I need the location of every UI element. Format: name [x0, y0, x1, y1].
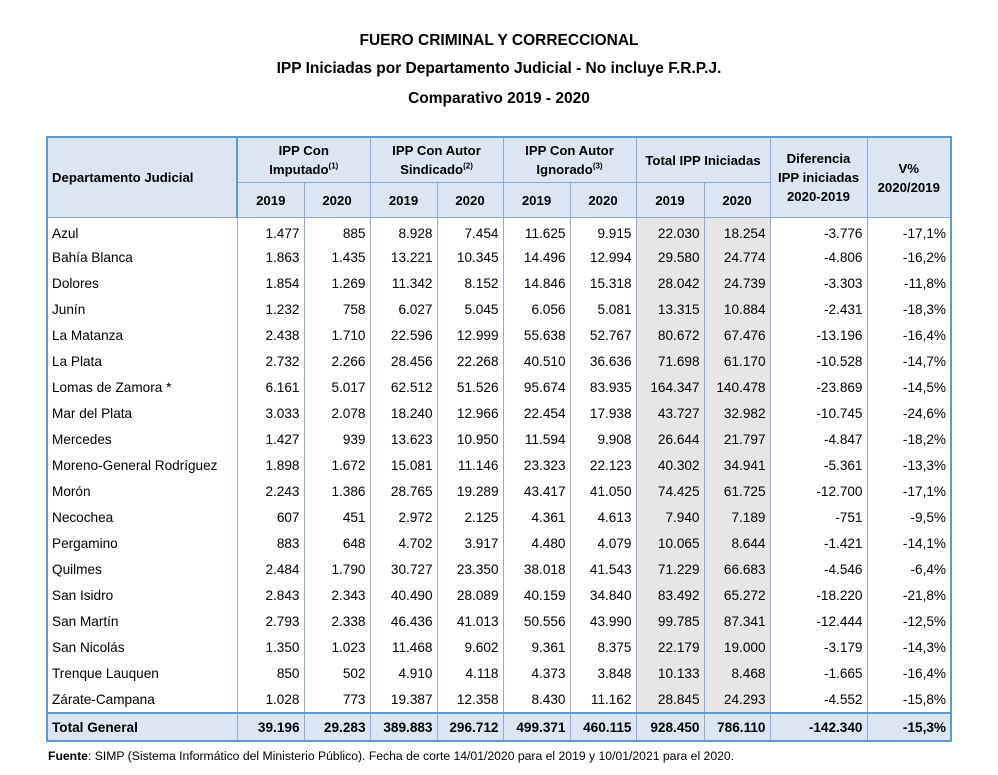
- table-cell: 15.318: [570, 270, 636, 296]
- table-cell: 30.727: [370, 556, 437, 582]
- table-cell: 28.845: [636, 686, 704, 713]
- table-cell: 12.999: [437, 322, 503, 348]
- table-cell: 1.710: [304, 322, 370, 348]
- table-cell: -3.776: [770, 218, 867, 245]
- table-row: [47, 322, 951, 348]
- dept-name: La Matanza: [47, 322, 237, 348]
- table-cell: 2.266: [304, 348, 370, 374]
- table-cell: -3.303: [770, 270, 867, 296]
- table-cell: 22.179: [636, 634, 704, 660]
- table-cell: 2.243: [237, 478, 304, 504]
- table-cell: 43.990: [570, 608, 636, 634]
- table-cell: 41.013: [437, 608, 503, 634]
- table-row: [47, 504, 951, 530]
- table-cell: -12.700: [770, 478, 867, 504]
- dept-name: La Plata: [47, 348, 237, 374]
- ipp-table: [46, 136, 952, 742]
- table-cell: 5.045: [437, 296, 503, 322]
- total-cell: 29.283: [304, 713, 370, 741]
- table-header: [47, 137, 951, 218]
- table-body: [47, 218, 951, 714]
- total-cell: 928.450: [636, 713, 704, 741]
- dept-name: Necochea: [47, 504, 237, 530]
- table-cell: 1.435: [304, 244, 370, 270]
- table-cell: 1.854: [237, 270, 304, 296]
- total-cell: 460.115: [570, 713, 636, 741]
- table-cell: 13.623: [370, 426, 437, 452]
- header-variacion: V% 2020/2019: [867, 137, 951, 218]
- table-cell: -2.431: [770, 296, 867, 322]
- dept-name: Moreno-General Rodríguez: [47, 452, 237, 478]
- table-cell: 1.269: [304, 270, 370, 296]
- table-cell: 2.972: [370, 504, 437, 530]
- dept-name: Pergamino: [47, 530, 237, 556]
- table-cell: 28.765: [370, 478, 437, 504]
- table-row: [47, 686, 951, 713]
- table-cell: 8.152: [437, 270, 503, 296]
- table-cell: 14.846: [503, 270, 570, 296]
- table-cell: 43.727: [636, 400, 704, 426]
- table-cell: 50.556: [503, 608, 570, 634]
- table-cell: -3.179: [770, 634, 867, 660]
- table-cell: 4.910: [370, 660, 437, 686]
- table-cell: 83.935: [570, 374, 636, 400]
- table-cell: 66.683: [704, 556, 770, 582]
- table-cell: 22.030: [636, 218, 704, 245]
- table-cell: -13,3%: [867, 452, 951, 478]
- total-row: [47, 713, 951, 741]
- report-titles: [0, 28, 998, 114]
- table-cell: 6.161: [237, 374, 304, 400]
- table-cell: 4.613: [570, 504, 636, 530]
- table-cell: 6.056: [503, 296, 570, 322]
- table-cell: 4.480: [503, 530, 570, 556]
- table-cell: 95.674: [503, 374, 570, 400]
- table-row: [47, 374, 951, 400]
- table-cell: 4.079: [570, 530, 636, 556]
- table-cell: 15.081: [370, 452, 437, 478]
- table-cell: 5.081: [570, 296, 636, 322]
- table-cell: -16,4%: [867, 322, 951, 348]
- table-cell: 1.350: [237, 634, 304, 660]
- table-cell: 11.468: [370, 634, 437, 660]
- table-cell: 40.490: [370, 582, 437, 608]
- header-year-2019: 2019: [503, 183, 570, 218]
- table-cell: 11.594: [503, 426, 570, 452]
- table-cell: 1.028: [237, 686, 304, 713]
- table-cell: 3.917: [437, 530, 503, 556]
- table-cell: -15,8%: [867, 686, 951, 713]
- table-cell: -10.745: [770, 400, 867, 426]
- table-cell: -24,6%: [867, 400, 951, 426]
- table-cell: 6.027: [370, 296, 437, 322]
- table-cell: 4.373: [503, 660, 570, 686]
- table-cell: 14.496: [503, 244, 570, 270]
- total-cell: 389.883: [370, 713, 437, 741]
- report-title: FUERO CRIMINAL Y CORRECCIONAL: [359, 32, 639, 49]
- table-cell: 3.848: [570, 660, 636, 686]
- table-cell: -11,8%: [867, 270, 951, 296]
- dept-name: Zárate-Campana: [47, 686, 237, 713]
- table-cell: 8.430: [503, 686, 570, 713]
- header-group-total: Total IPP Iniciadas: [636, 137, 770, 183]
- total-cell: 39.196: [237, 713, 304, 741]
- table-row: [47, 530, 951, 556]
- header-year-2020: 2020: [304, 183, 370, 218]
- table-cell: 10.133: [636, 660, 704, 686]
- dept-name: Mercedes: [47, 426, 237, 452]
- table-row: [47, 452, 951, 478]
- total-cell: 499.371: [503, 713, 570, 741]
- table-cell: 8.375: [570, 634, 636, 660]
- report-period: Comparativo 2019 - 2020: [408, 90, 590, 107]
- header-year-2019: 2019: [237, 183, 304, 218]
- table-cell: 10.950: [437, 426, 503, 452]
- report-subtitle: IPP Iniciadas por Departamento Judicial - No incluye F.R.P.J.: [276, 60, 722, 77]
- table-cell: 46.436: [370, 608, 437, 634]
- table-cell: 61.725: [704, 478, 770, 504]
- table-cell: 71.229: [636, 556, 704, 582]
- table-cell: 22.596: [370, 322, 437, 348]
- table-cell: -14,3%: [867, 634, 951, 660]
- header-year-2019: 2019: [636, 183, 704, 218]
- table-cell: 71.698: [636, 348, 704, 374]
- table-cell: 773: [304, 686, 370, 713]
- table-row: [47, 400, 951, 426]
- dept-name: Mar del Plata: [47, 400, 237, 426]
- total-label: Total General: [47, 713, 237, 741]
- source-note: [48, 749, 734, 763]
- table-cell: 11.625: [503, 218, 570, 245]
- table-cell: 87.341: [704, 608, 770, 634]
- table-cell: -18,2%: [867, 426, 951, 452]
- table-cell: 13.315: [636, 296, 704, 322]
- table-cell: 2.125: [437, 504, 503, 530]
- table-cell: 7.940: [636, 504, 704, 530]
- table-total: [47, 713, 951, 741]
- table-cell: 4.118: [437, 660, 503, 686]
- table-cell: 67.476: [704, 322, 770, 348]
- table-cell: 502: [304, 660, 370, 686]
- table-cell: 28.089: [437, 582, 503, 608]
- table-cell: 83.492: [636, 582, 704, 608]
- table-cell: 451: [304, 504, 370, 530]
- table-cell: 11.162: [570, 686, 636, 713]
- table-row: [47, 348, 951, 374]
- table-cell: 61.170: [704, 348, 770, 374]
- dept-name: Trenque Lauquen: [47, 660, 237, 686]
- table-cell: 2.484: [237, 556, 304, 582]
- table-row: [47, 556, 951, 582]
- table-cell: 8.468: [704, 660, 770, 686]
- table-cell: 7.454: [437, 218, 503, 245]
- table-cell: 164.347: [636, 374, 704, 400]
- total-cell: -142.340: [770, 713, 867, 741]
- table-cell: 55.638: [503, 322, 570, 348]
- table-cell: -12,5%: [867, 608, 951, 634]
- table-cell: 22.454: [503, 400, 570, 426]
- table-cell: 939: [304, 426, 370, 452]
- table-cell: -18,3%: [867, 296, 951, 322]
- table-cell: 850: [237, 660, 304, 686]
- table-cell: 43.417: [503, 478, 570, 504]
- table-cell: 22.123: [570, 452, 636, 478]
- dept-name: Azul: [47, 218, 237, 245]
- table-cell: -23.869: [770, 374, 867, 400]
- table-cell: 9.602: [437, 634, 503, 660]
- table-cell: 24.739: [704, 270, 770, 296]
- header-dept: Departamento Judicial: [47, 137, 237, 218]
- table-cell: 12.966: [437, 400, 503, 426]
- header-diferencia: Diferencia IPP iniciadas 2020-2019: [770, 137, 867, 218]
- table-cell: -10.528: [770, 348, 867, 374]
- table-cell: 8.644: [704, 530, 770, 556]
- table-cell: 885: [304, 218, 370, 245]
- table-cell: -751: [770, 504, 867, 530]
- table-cell: 10.345: [437, 244, 503, 270]
- table-cell: 1.790: [304, 556, 370, 582]
- dept-name: Lomas de Zamora *: [47, 374, 237, 400]
- table-cell: 52.767: [570, 322, 636, 348]
- table-cell: 1.427: [237, 426, 304, 452]
- table-cell: -6,4%: [867, 556, 951, 582]
- table-cell: 26.644: [636, 426, 704, 452]
- table-cell: 9.915: [570, 218, 636, 245]
- header-year-2020: 2020: [437, 183, 503, 218]
- dept-name: San Isidro: [47, 582, 237, 608]
- table-cell: -4.546: [770, 556, 867, 582]
- table-row: [47, 660, 951, 686]
- table-cell: 74.425: [636, 478, 704, 504]
- table-row: [47, 270, 951, 296]
- table-cell: 2.338: [304, 608, 370, 634]
- table-row: [47, 244, 951, 270]
- table-cell: -13.196: [770, 322, 867, 348]
- table-cell: 883: [237, 530, 304, 556]
- table-cell: -14,1%: [867, 530, 951, 556]
- table-cell: 28.456: [370, 348, 437, 374]
- table-cell: 1.898: [237, 452, 304, 478]
- header-year-2019: 2019: [370, 183, 437, 218]
- table-cell: 3.033: [237, 400, 304, 426]
- table-cell: 2.438: [237, 322, 304, 348]
- table-cell: -14,5%: [867, 374, 951, 400]
- table-cell: 1.863: [237, 244, 304, 270]
- total-cell: 786.110: [704, 713, 770, 741]
- table-cell: 17.938: [570, 400, 636, 426]
- table-cell: 10.884: [704, 296, 770, 322]
- table-cell: 21.797: [704, 426, 770, 452]
- table-cell: 758: [304, 296, 370, 322]
- header-group-imputado: IPP Con Imputado$^{(1)}$: [237, 137, 370, 183]
- table-cell: 29.580: [636, 244, 704, 270]
- table-cell: 65.272: [704, 582, 770, 608]
- table-row: [47, 478, 951, 504]
- table-cell: 2.078: [304, 400, 370, 426]
- table-cell: 24.293: [704, 686, 770, 713]
- table-cell: 1.672: [304, 452, 370, 478]
- table-cell: -4.806: [770, 244, 867, 270]
- table-cell: 38.018: [503, 556, 570, 582]
- table-cell: 51.526: [437, 374, 503, 400]
- table-cell: -16,2%: [867, 244, 951, 270]
- table-cell: 99.785: [636, 608, 704, 634]
- table-row: [47, 426, 951, 452]
- table-cell: 140.478: [704, 374, 770, 400]
- table-cell: -16,4%: [867, 660, 951, 686]
- table-cell: 1.232: [237, 296, 304, 322]
- table-cell: 1.023: [304, 634, 370, 660]
- table-cell: 40.159: [503, 582, 570, 608]
- table-cell: 62.512: [370, 374, 437, 400]
- table-cell: 23.350: [437, 556, 503, 582]
- table-cell: 4.702: [370, 530, 437, 556]
- table-row: [47, 634, 951, 660]
- table-cell: 8.928: [370, 218, 437, 245]
- dept-name: San Martín: [47, 608, 237, 634]
- table-cell: 34.840: [570, 582, 636, 608]
- table-cell: -12.444: [770, 608, 867, 634]
- header-group-sindicado: IPP Con Autor Sindicado$^{(2)}$: [370, 137, 503, 183]
- table-cell: 41.050: [570, 478, 636, 504]
- table-cell: 648: [304, 530, 370, 556]
- table-cell: 34.941: [704, 452, 770, 478]
- header-year-2020: 2020: [704, 183, 770, 218]
- table-cell: 13.221: [370, 244, 437, 270]
- table-cell: -21,8%: [867, 582, 951, 608]
- dept-name: Junín: [47, 296, 237, 322]
- table-cell: 9.908: [570, 426, 636, 452]
- table-cell: 4.361: [503, 504, 570, 530]
- table-cell: 11.146: [437, 452, 503, 478]
- table-row: [47, 582, 951, 608]
- total-cell: -15,3%: [867, 713, 951, 741]
- source-text: : SIMP (Sistema Informático del Ministerio Público). Fecha de corte 14/01/2020 para el 2019 y 10/01/2021 para el 2020.: [87, 749, 735, 763]
- table-cell: 40.302: [636, 452, 704, 478]
- dept-name: San Nicolás: [47, 634, 237, 660]
- table-cell: 1.386: [304, 478, 370, 504]
- table-cell: -18.220: [770, 582, 867, 608]
- table-cell: 36.636: [570, 348, 636, 374]
- total-cell: 296.712: [437, 713, 503, 741]
- table-cell: -1.421: [770, 530, 867, 556]
- table-cell: 28.042: [636, 270, 704, 296]
- table-cell: -17,1%: [867, 218, 951, 245]
- table-row: [47, 608, 951, 634]
- table-cell: 22.268: [437, 348, 503, 374]
- table-cell: 24.774: [704, 244, 770, 270]
- table-cell: 2.843: [237, 582, 304, 608]
- table-cell: 11.342: [370, 270, 437, 296]
- dept-name: Quilmes: [47, 556, 237, 582]
- table-cell: 80.672: [636, 322, 704, 348]
- table-cell: 607: [237, 504, 304, 530]
- table-cell: 10.065: [636, 530, 704, 556]
- table-cell: -5.361: [770, 452, 867, 478]
- table-cell: 40.510: [503, 348, 570, 374]
- table-cell: 12.994: [570, 244, 636, 270]
- table-cell: -14,7%: [867, 348, 951, 374]
- table-cell: -9,5%: [867, 504, 951, 530]
- table-cell: -4.847: [770, 426, 867, 452]
- table-row: [47, 296, 951, 322]
- table-cell: 7.189: [704, 504, 770, 530]
- table-cell: -17,1%: [867, 478, 951, 504]
- table-cell: 1.477: [237, 218, 304, 245]
- table-cell: 41.543: [570, 556, 636, 582]
- table-cell: 18.240: [370, 400, 437, 426]
- header-group-ignorado: IPP Con Autor Ignorado$^{(3)}$: [503, 137, 636, 183]
- table-cell: 18.254: [704, 218, 770, 245]
- header-year-2020: 2020: [570, 183, 636, 218]
- table-cell: 19.000: [704, 634, 770, 660]
- table-cell: 19.387: [370, 686, 437, 713]
- table-cell: 2.343: [304, 582, 370, 608]
- dept-name: Morón: [47, 478, 237, 504]
- dept-name: Dolores: [47, 270, 237, 296]
- table-cell: 2.732: [237, 348, 304, 374]
- table-row: [47, 218, 951, 245]
- table-cell: 19.289: [437, 478, 503, 504]
- table-cell: 2.793: [237, 608, 304, 634]
- table-cell: 5.017: [304, 374, 370, 400]
- table-cell: 32.982: [704, 400, 770, 426]
- dept-name: Bahía Blanca: [47, 244, 237, 270]
- table-cell: -4.552: [770, 686, 867, 713]
- table-cell: 9.361: [503, 634, 570, 660]
- table-cell: -1.665: [770, 660, 867, 686]
- table-cell: 23.323: [503, 452, 570, 478]
- table-cell: 12.358: [437, 686, 503, 713]
- source-label: Fuente: [48, 749, 88, 763]
